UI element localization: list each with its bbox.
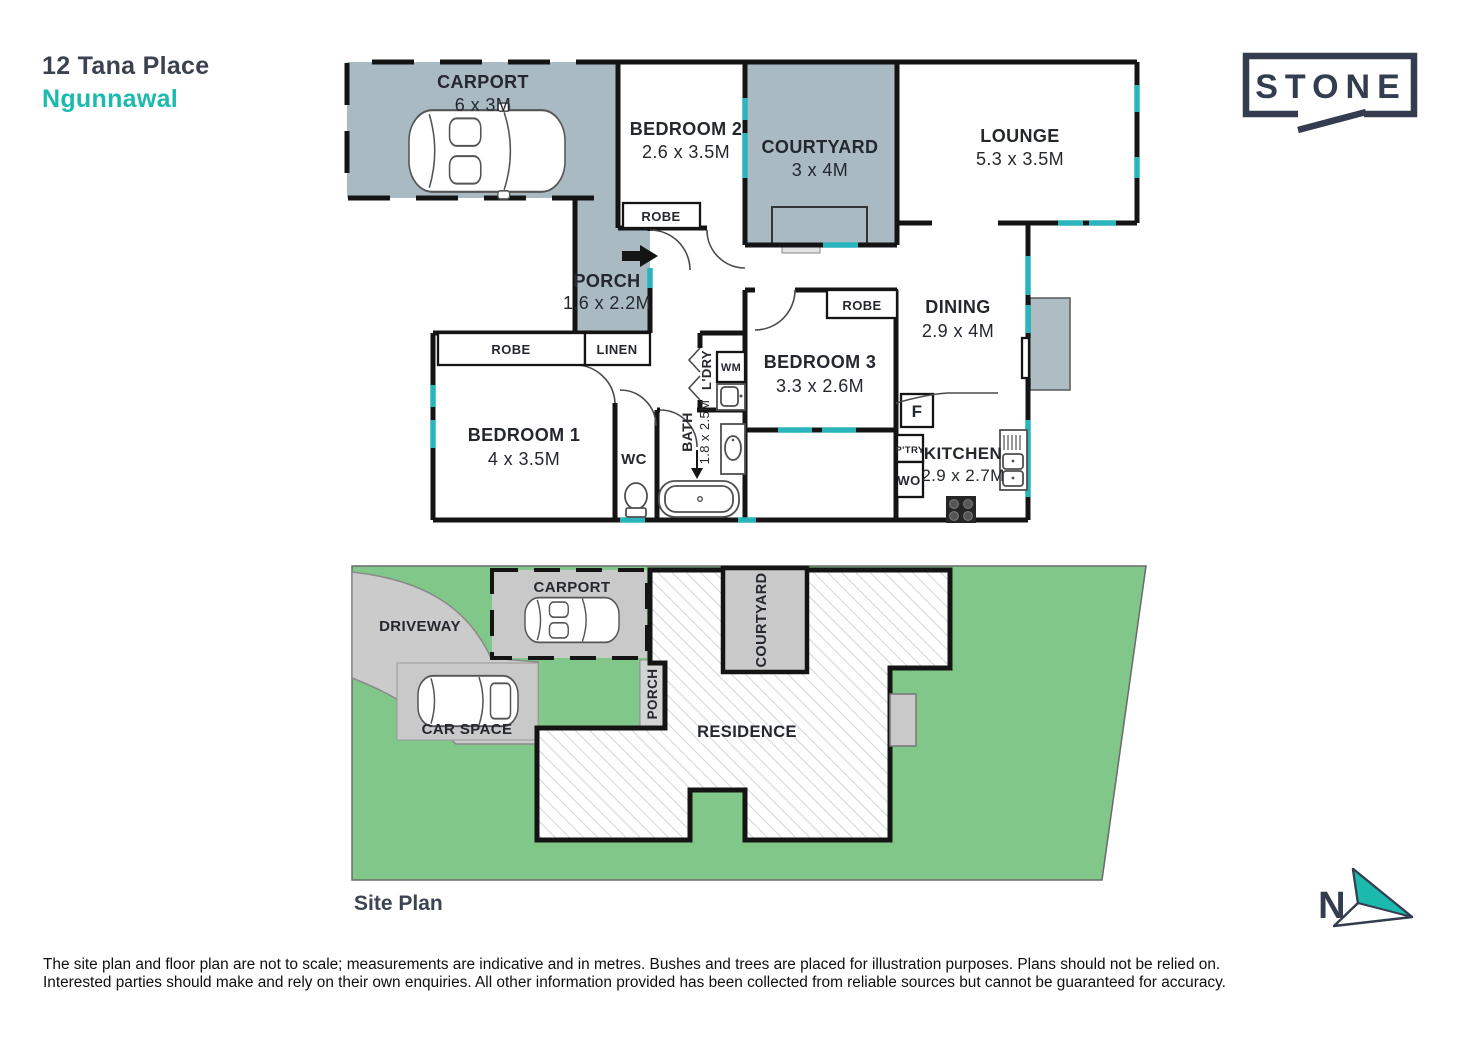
property-header	[42, 50, 209, 116]
north-label: N	[1318, 885, 1346, 927]
site-residence-label: RESIDENCE	[697, 723, 797, 741]
bedroom1-dims: 4 x 3.5M	[487, 449, 561, 469]
bathtub-icon	[659, 481, 739, 517]
robe-bedroom3-label: ROBE	[842, 298, 882, 313]
courtyard-label: COURTYARD	[761, 137, 879, 157]
site-plan	[348, 560, 1152, 890]
courtyard-dims: 3 x 4M	[791, 160, 849, 180]
toilet-icon	[625, 483, 647, 517]
linen-label: LINEN	[596, 342, 638, 357]
wall-oven-label: WO	[897, 473, 921, 488]
wc-label: WC	[621, 451, 647, 468]
washing-machine-label: WM	[720, 362, 742, 374]
site-driveway-label: DRIVEWAY	[379, 618, 461, 635]
bedroom1-label: BEDROOM 1	[467, 425, 581, 445]
site-deck	[890, 694, 916, 746]
carport-label: CARPORT	[437, 72, 529, 92]
laundry-label: L'DRY	[699, 350, 714, 390]
dining-dims: 2.9 x 4M	[921, 321, 995, 341]
bedroom2-label: BEDROOM 2	[629, 119, 743, 139]
logo-text: STONE	[1255, 68, 1407, 106]
dining-deck	[1030, 298, 1070, 390]
kitchen-dims: 2.9 x 2.7M	[921, 466, 1005, 485]
dining-label: DINING	[925, 297, 991, 317]
site-carport-label: CARPORT	[533, 579, 611, 596]
bedroom2-dims: 2.6 x 3.5M	[641, 142, 731, 162]
north-indicator	[1295, 855, 1435, 940]
robe-bedroom2-label: ROBE	[641, 209, 681, 224]
sliding-door-leaf	[1022, 338, 1029, 378]
site-carport-car-icon	[525, 598, 619, 643]
site-car-space-label: CAR SPACE	[421, 721, 513, 738]
lounge-label: LOUNGE	[980, 126, 1060, 146]
disclaimer-line2: Interested parties should make and rely on their own enquiries. All other information provided has been collected from reliable sources but cannot be guaranteed for accuracy.	[43, 974, 1226, 991]
disclaimer-line1: The site plan and floor plan are not to scale; measurements are indicative and in metres. Bushes and trees are placed for illustration purposes. Plans should not be relied on.	[43, 956, 1221, 973]
robe-bedroom1-label: ROBE	[491, 342, 531, 357]
bath-dims: 1.8 x 2.5M	[697, 399, 712, 465]
site-porch-label: PORCH	[645, 668, 660, 720]
site-car-space-car-icon	[418, 676, 518, 726]
pantry-label: P'TRY	[895, 445, 925, 456]
site-courtyard-label: COURTYARD	[754, 572, 770, 668]
bedroom3-label: BEDROOM 3	[763, 352, 877, 372]
kitchen-label: KITCHEN	[923, 444, 1003, 463]
laundry-tub-icon	[717, 384, 745, 410]
property-suburb: Ngunnawal	[42, 85, 179, 113]
floor-plan	[340, 52, 1150, 532]
cooktop-icon	[946, 496, 976, 523]
property-address: 12 Tana Place	[42, 52, 210, 80]
site-plan-title: Site Plan	[354, 892, 443, 915]
porch-label: PORCH	[573, 271, 641, 291]
car-icon	[409, 103, 565, 199]
vanity-sink-icon	[721, 424, 745, 474]
carport-dims: 6 x 3M	[454, 95, 512, 115]
bedroom3-dims: 3.3 x 2.6M	[775, 376, 865, 396]
lounge-dims: 5.3 x 3.5M	[975, 149, 1065, 169]
agency-logo	[1240, 50, 1430, 145]
disclaimer	[43, 956, 1435, 992]
porch-dims: 1.6 x 2.2M	[562, 293, 652, 313]
bath-label: BATH	[679, 412, 695, 452]
fridge-label: F	[911, 402, 923, 421]
